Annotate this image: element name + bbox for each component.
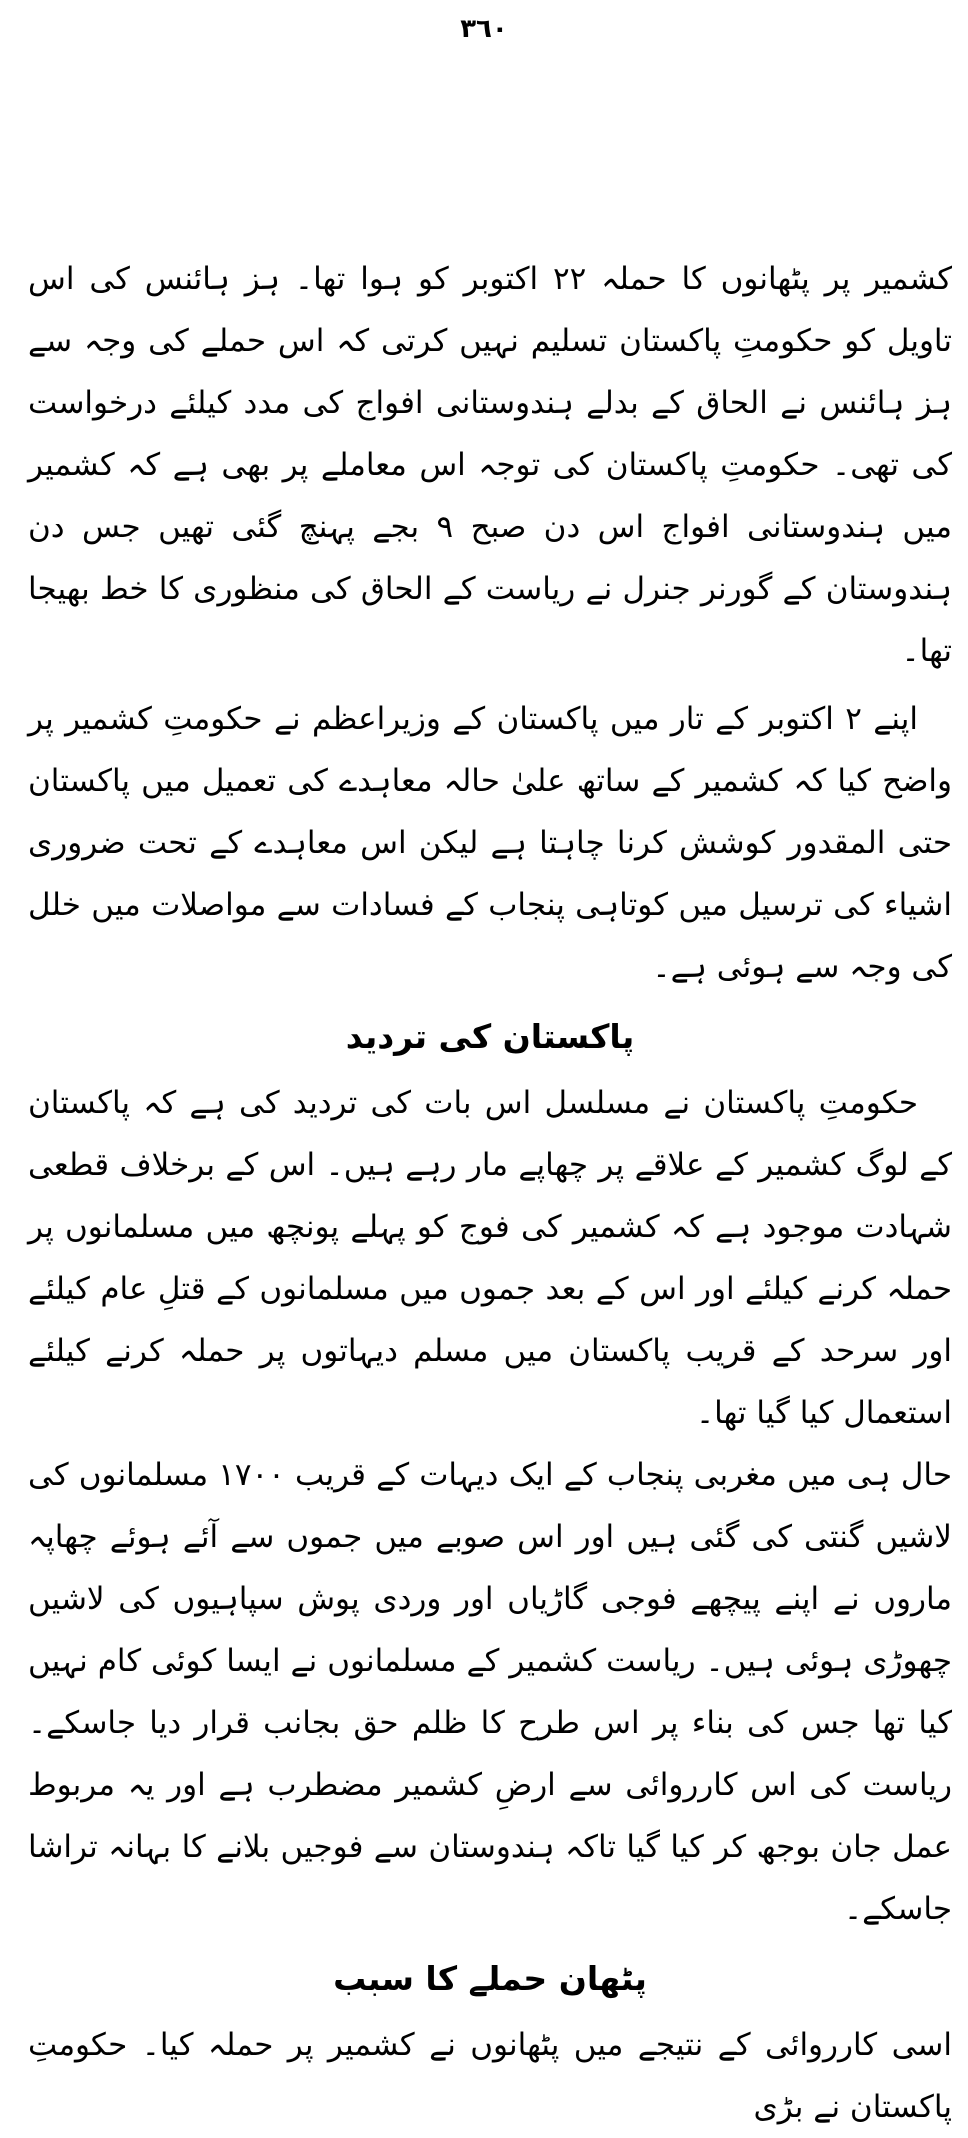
paragraph-pakistan-denial: حکومتِ پاکستان نے مسلسل اس بات کی تردید کی ہے کہ پاکستان کے لوگ کشمیر کے علاقے پر چھاپے مار رہے ہیں۔ اس کے برخلاف قطعی شہادت موجود ہے کہ کشمیر کی فوج کو پہلے پونچھ میں مسلمانوں پر حملہ کرنے کیلئے اور اس کے بعد جموں میں مسلمانوں کے قتلِ عام کیلئے اور سرحد کے قریب پاکستان میں مسلم دیہاتوں پر حملہ کرنے کیلئے استعمال کیا گیا تھا۔ (28, 1085, 952, 1431)
paragraph-hyderabad-attack: کشمیر پر پٹھانوں کا حملہ ۲۲ اکتوبر کو ہوا تھا۔ ہز ہائنس کی اس تاویل کو حکومتِ پاکستان تسلیم نہیں کرتی کہ اس حملے کی وجہ سے ہز ہائنس نے الحاق کے بدلے ہندوستانی افواج کی مدد کیلئے درخواست کی تھی۔ حکومتِ پاکستان کی توجہ اس معاملے پر بھی ہے کہ کشمیر میں ہندوستانی افواج اس دن صبح ۹ بجے پہنچ گئی تھیں جس دن ہندوستان کے گورنر جنرل نے ریاست کے الحاق کی منظوری کا خط بھیجا تھا۔ (28, 261, 952, 669)
section-heading-pakistan-denial: پاکستان کی تردید (345, 1017, 635, 1056)
paragraph-west-punjab-bodies: حال ہی میں مغربی پنجاب کے ایک دیہات کے قریب ۱۷۰۰ مسلمانوں کی لاشیں گنتی کی گئی ہیں اور اس صوبے میں جموں سے آئے ہوئے چھاپہ ماروں نے اپنے پیچھے فوجی گاڑیاں اور وردی پوش سپاہیوں کی لاشیں چھوڑی ہوئی ہیں۔ ریاست کشمیر کے مسلمانوں نے ایسا کوئی کام نہیں کیا تھا جس کی بناء پر اس طرح کا ظلم حق بجانب قرار دیا جاسکے۔ ریاست کی اس کارروائی سے ارضِ کشمیر مضطرب ہے اور یہ مربوط عمل جان بوجھ کر کیا گیا تاکہ ہندوستان سے فوجیں بلانے کا بہانہ تراشا جاسکے۔ (28, 1457, 952, 1927)
section-heading-pathan-attack-reason: پٹھان حملے کا سبب (333, 1959, 647, 1998)
paragraph-prime-minister-telegram: اپنے ۲ اکتوبر کے تار میں پاکستان کے وزیراعظم نے حکومتِ کشمیر پر واضح کیا کہ کشمیر کے ساتھ علیٰ حالہ معاہدے کی تعمیل میں پاکستان حتی المقدور کوشش کرنا چاہتا ہے لیکن اس معاہدے کے تحت ضروری اشیاء کی ترسیل میں کوتاہی پنجاب کے فسادات سے مواصلات میں خلل کی وجہ سے ہوئی ہے۔ (28, 701, 952, 985)
paragraph-pathan-attack: اسی کارروائی کے نتیجے میں پٹھانوں نے کشمیر پر حملہ کیا۔ حکومتِ پاکستان نے بڑی (28, 2027, 952, 2125)
page-number: ٣٦٠ (460, 14, 508, 44)
page-body (28, 248, 952, 2138)
